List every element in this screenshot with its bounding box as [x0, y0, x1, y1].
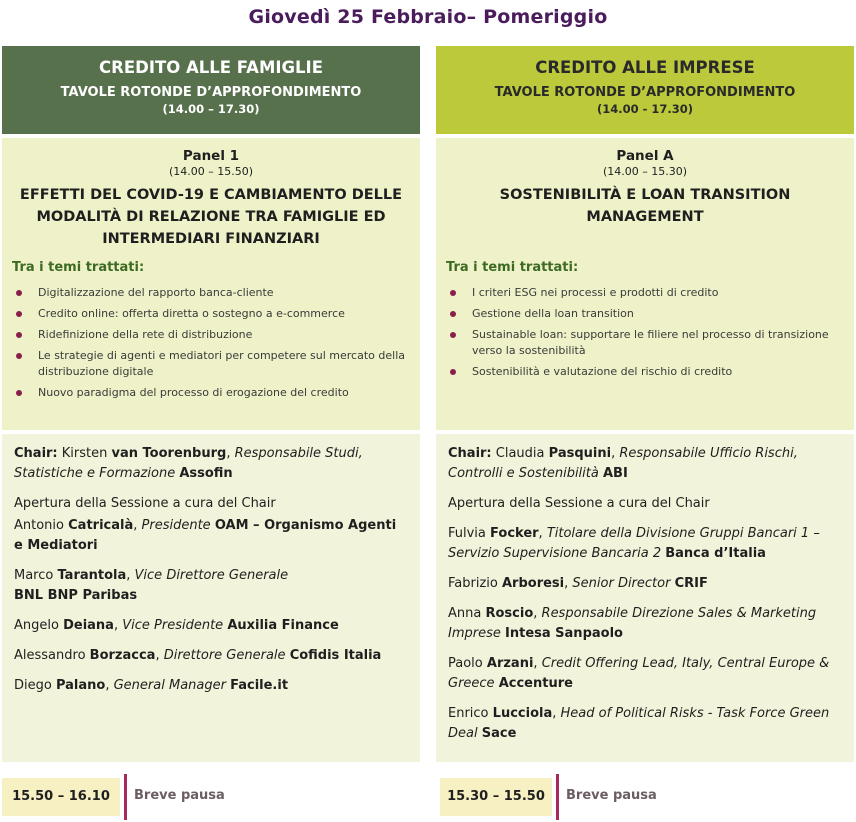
- speaker-role: Responsabile Ufficio Rischi, Controlli e Sostenibilità: [448, 446, 798, 481]
- speaker-role: Vice Presidente: [122, 618, 224, 633]
- speaker-role: Titolare della Divisione Gruppi Bancari 1 – Servizio Supervisione Bancaria 2: [448, 526, 820, 561]
- opening-note: Apertura della Sessione a cura del Chair: [14, 496, 276, 511]
- speaker-first-name: Marco: [14, 568, 54, 583]
- topic-text: I criteri ESG nei processi e prodotti di credito: [472, 286, 719, 299]
- speaker-role: Direttore Generale: [163, 648, 286, 663]
- panel-box: [2, 138, 420, 430]
- speaker-last-name: Arboresi: [502, 576, 565, 591]
- speaker-first-name: Angelo: [14, 618, 59, 633]
- speaker-org: BNL BNP Paribas: [14, 588, 138, 603]
- speaker-role: Responsabile Studi, Statistiche e Formazione: [14, 446, 363, 481]
- speaker-last-name: Pasquini: [548, 446, 612, 461]
- topics-label: Tra i temi trattati:: [12, 260, 145, 275]
- speaker-role: Responsabile Direzione Sales & Marketing Imprese: [448, 606, 817, 641]
- bullet-icon: [16, 290, 22, 296]
- speaker-last-name: Deiana: [63, 618, 114, 633]
- bullet-icon: [450, 369, 456, 375]
- speaker-org: Assofin: [179, 466, 233, 481]
- speakers-box: [2, 434, 420, 762]
- speaker-last-name: Catricalà: [68, 518, 134, 533]
- speaker-role: Vice Direttore Generale: [134, 568, 289, 583]
- column-credito-imprese: [436, 46, 854, 762]
- speaker-first-name: Antonio: [14, 518, 64, 533]
- speaker-org: CRIF: [674, 576, 708, 591]
- header-time: (14.00 - 17.30): [596, 102, 694, 116]
- opening-note: Apertura della Sessione a cura del Chair: [448, 496, 710, 511]
- topic-item: [446, 306, 844, 322]
- bullet-icon: [16, 332, 22, 338]
- bullet-icon: [16, 353, 22, 359]
- break-divider: [556, 774, 559, 820]
- topic-item: [12, 285, 410, 301]
- speaker-entry: Antonio Catricalà, Presidente OAM – Organismo Agenti e Mediatori: [14, 518, 397, 553]
- speaker-first-name: Enrico: [448, 706, 489, 721]
- topic-text: Ridefinizione della rete di distribuzione: [38, 328, 253, 341]
- speaker-last-name: Lucciola: [492, 706, 553, 721]
- column-credito-famiglie: [2, 46, 420, 762]
- speaker-org: Banca d’Italia: [665, 546, 766, 561]
- speaker-last-name: Roscio: [485, 606, 534, 621]
- speaker-org: Auxilia Finance: [227, 618, 339, 633]
- topic-item: [12, 348, 410, 380]
- bullet-icon: [450, 311, 456, 317]
- speaker-entry: Anna Roscio, Responsabile Direzione Sales & Marketing Imprese Intesa Sanpaolo: [448, 606, 817, 641]
- bullet-icon: [16, 390, 22, 396]
- topic-text: Credito online: offerta diretta o sostegno a e-commerce: [38, 307, 345, 320]
- topic-item: [12, 327, 410, 343]
- topic-item: [446, 327, 844, 359]
- chair-label: Chair:: [448, 446, 492, 461]
- speaker-last-name: Borzacca: [89, 648, 156, 663]
- header-credito-imprese: [436, 46, 854, 134]
- header-subtitle: TAVOLE ROTONDE D’APPROFONDIMENTO: [494, 85, 796, 100]
- panel-name: Panel A: [616, 148, 674, 164]
- speaker-org: Cofidis Italia: [289, 648, 382, 663]
- speaker-role: Presidente: [141, 518, 211, 533]
- topics-list: [12, 285, 410, 401]
- break-time: 15.30 – 15.50: [447, 789, 545, 804]
- panel-title: EFFETTI DEL COVID-19 E CAMBIAMENTO DELLE MODALITÀ DI RELAZIONE TRA FAMIGLIE ED INTERMEDIARI FINANZIARI: [19, 187, 403, 247]
- speaker-first-name: Kirsten: [61, 446, 108, 461]
- bullet-icon: [16, 311, 22, 317]
- header-title: CREDITO ALLE FAMIGLIE: [99, 58, 323, 77]
- panel-time: (14.00 – 15.50): [168, 165, 254, 178]
- speaker-first-name: Anna: [448, 606, 482, 621]
- panel-time: (14.00 – 15.30): [602, 165, 688, 178]
- page-title: Giovedì 25 Febbraio– Pomeriggio: [248, 6, 608, 28]
- panel-box: [436, 138, 854, 430]
- speaker-last-name: Palano: [55, 678, 106, 693]
- topic-item: [446, 285, 844, 301]
- speaker-last-name: Tarantola: [57, 568, 127, 583]
- break-time: 15.50 – 16.10: [12, 789, 110, 804]
- speaker-first-name: Claudia: [495, 446, 545, 461]
- topic-text: Sostenibilità e valutazione del rischio di credito: [472, 365, 733, 378]
- speaker-first-name: Alessandro: [14, 648, 86, 663]
- topic-item: [446, 364, 844, 380]
- speaker-entry: Paolo Arzani, Credit Offering Lead, Italy, Central Europe & Greece Accenture: [448, 656, 830, 691]
- bullet-icon: [450, 332, 456, 338]
- speaker-entry: Marco Tarantola, Vice Direttore Generale BNL BNP Paribas: [14, 568, 289, 603]
- speaker-first-name: Fulvia: [448, 526, 486, 541]
- header-subtitle: TAVOLE ROTONDE D’APPROFONDIMENTO: [60, 85, 362, 100]
- speaker-org: OAM – Organismo Agenti e Mediatori: [14, 518, 397, 553]
- break-divider: [124, 774, 127, 820]
- speaker-org: Accenture: [498, 676, 573, 691]
- topic-text: Nuovo paradigma del processo di erogazione del credito: [38, 386, 349, 399]
- speaker-last-name: Focker: [490, 526, 539, 541]
- topic-item: [12, 385, 410, 401]
- topic-text: Sustainable loan: supportare le filiere nel processo di transizione verso la sostenibilità: [472, 328, 829, 357]
- speaker-entry: Fulvia Focker, Titolare della Divisione Gruppi Bancari 1 – Servizio Supervisione Bancaria 2 Banca d’Italia: [448, 526, 820, 561]
- speaker-first-name: Fabrizio: [448, 576, 498, 591]
- speaker-first-name: Diego: [14, 678, 52, 693]
- speaker-last-name: Arzani: [486, 656, 534, 671]
- topics-list: [446, 285, 844, 380]
- speakers-box: [436, 434, 854, 762]
- break-time-box-left: [2, 778, 120, 816]
- speaker-org: Intesa Sanpaolo: [505, 626, 623, 641]
- speaker-entry: Alessandro Borzacca, Direttore Generale Cofidis Italia: [14, 648, 382, 663]
- speaker-role: Head of Political Risks - Task Force Green Deal: [448, 706, 830, 741]
- speaker-first-name: Paolo: [448, 656, 483, 671]
- chair-label: Chair:: [14, 446, 58, 461]
- speaker-entry: Enrico Lucciola, Head of Political Risks - Task Force Green Deal Sace: [448, 706, 830, 741]
- panel-title: SOSTENIBILITÀ E LOAN TRANSITION MANAGEMENT: [499, 187, 791, 225]
- topics-label: Tra i temi trattati:: [446, 260, 579, 275]
- chair-entry: Chair: Claudia Pasquini, Responsabile Ufficio Rischi, Controlli e Sostenibilità ABI: [448, 446, 798, 481]
- speaker-org: ABI: [602, 466, 628, 481]
- speaker-role: Senior Director: [572, 576, 671, 591]
- header-title: CREDITO ALLE IMPRESE: [535, 58, 755, 77]
- speaker-entry: Angelo Deiana, Vice Presidente Auxilia Finance: [14, 618, 339, 633]
- chair-entry: Chair: Kirsten van Toorenburg, Responsabile Studi, Statistiche e Formazione Assofin: [14, 446, 363, 481]
- panel-name: Panel 1: [182, 148, 240, 164]
- topic-item: [12, 306, 410, 322]
- header-time: (14.00 – 17.30): [162, 102, 260, 116]
- speaker-entry: Fabrizio Arboresi, Senior Director CRIF: [448, 576, 708, 591]
- topic-text: Gestione della loan transition: [472, 307, 634, 320]
- break-label: Breve pausa: [566, 788, 657, 803]
- topic-text: Digitalizzazione del rapporto banca-cliente: [38, 286, 274, 299]
- speaker-org: Sace: [481, 726, 517, 741]
- speaker-last-name: van Toorenburg: [111, 446, 227, 461]
- bullet-icon: [450, 290, 456, 296]
- speaker-role: Credit Offering Lead, Italy, Central Europe & Greece: [448, 656, 830, 691]
- speaker-org: Facile.it: [230, 678, 289, 693]
- break-label: Breve pausa: [134, 788, 225, 803]
- speaker-role: General Manager: [113, 678, 226, 693]
- topic-text: Le strategie di agenti e mediatori per competere sul mercato della distribuzione digitale: [38, 349, 405, 378]
- speaker-entry: Diego Palano, General Manager Facile.it: [14, 678, 289, 693]
- break-time-box-right: [440, 778, 552, 816]
- header-credito-famiglie: [2, 46, 420, 134]
